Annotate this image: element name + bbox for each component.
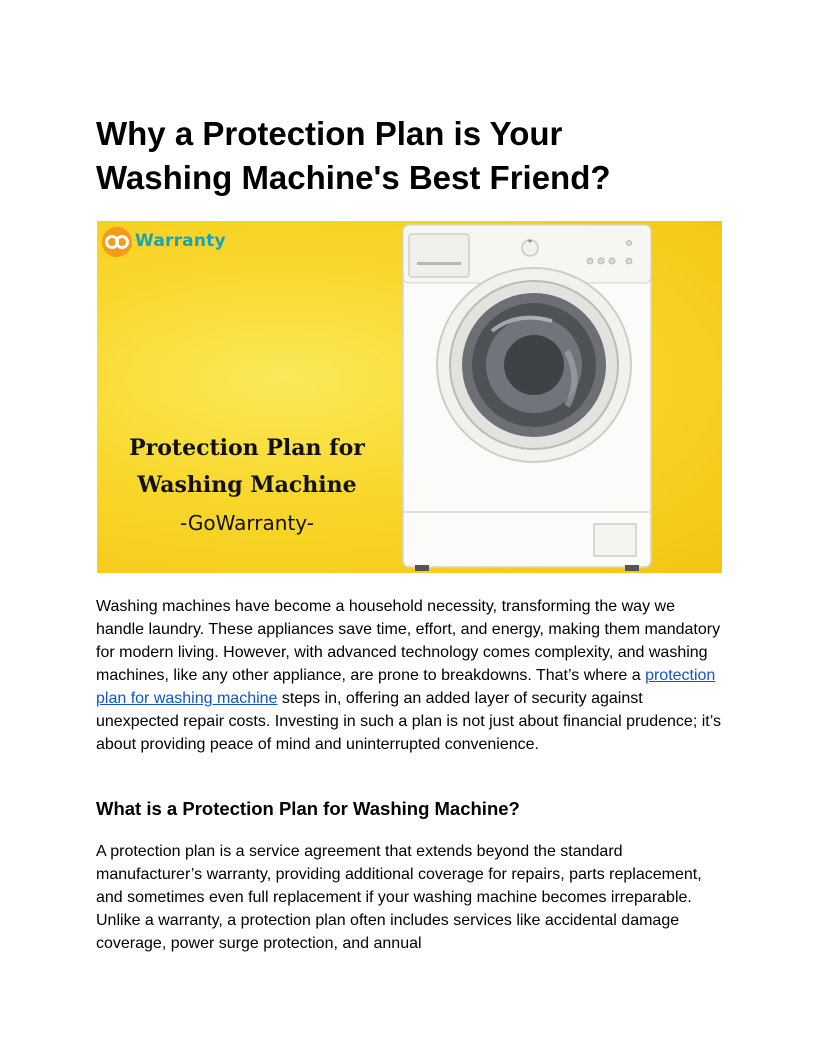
section-paragraph: A protection plan is a service agreement that extends beyond the standard manufacturer’s warranty, providing additional coverage for repairs, parts replacement, and sometimes even full replacement if your washing machine becomes irreparable. Unlike a warranty, a protection plan often includes services like accidental damage coverage, power surge protection, and annual [96, 843, 702, 952]
hero-image [97, 221, 722, 573]
article-title [96, 112, 726, 200]
logo-wordmark: Warranty [135, 231, 226, 251]
article-title-line-1: Why a Protection Plan is Your [96, 115, 563, 152]
gowarranty-logo-icon [102, 227, 132, 257]
hero-caption-line-2: Washing Machine [137, 472, 357, 498]
article-title-line-2: Washing Machine's Best Friend? [96, 159, 611, 196]
intro-paragraph [96, 595, 726, 756]
hero-caption-brand: -GoWarranty- [179, 511, 314, 535]
section-heading: What is a Protection Plan for Washing Machine? [96, 798, 520, 819]
hero-caption-line-1: Protection Plan for [129, 435, 365, 461]
intro-text-after-link: steps in, offering an added layer of security against unexpected repair costs. Investing in such a plan is not just about financial prudence; it’s about providing peace of mind and uninterrupted convenience. [96, 690, 721, 753]
protection-plan-link[interactable]: protection plan for washing machine [96, 667, 716, 707]
intro-text-before-link: Washing machines have become a household necessity, transforming the way we handle laundry. These appliances save time, effort, and energy, making them mandatory for modern living. However, with advanced technology comes complexity, and washing machines, like any other appliance, are prone to breakdowns. That’s where a [96, 598, 721, 684]
